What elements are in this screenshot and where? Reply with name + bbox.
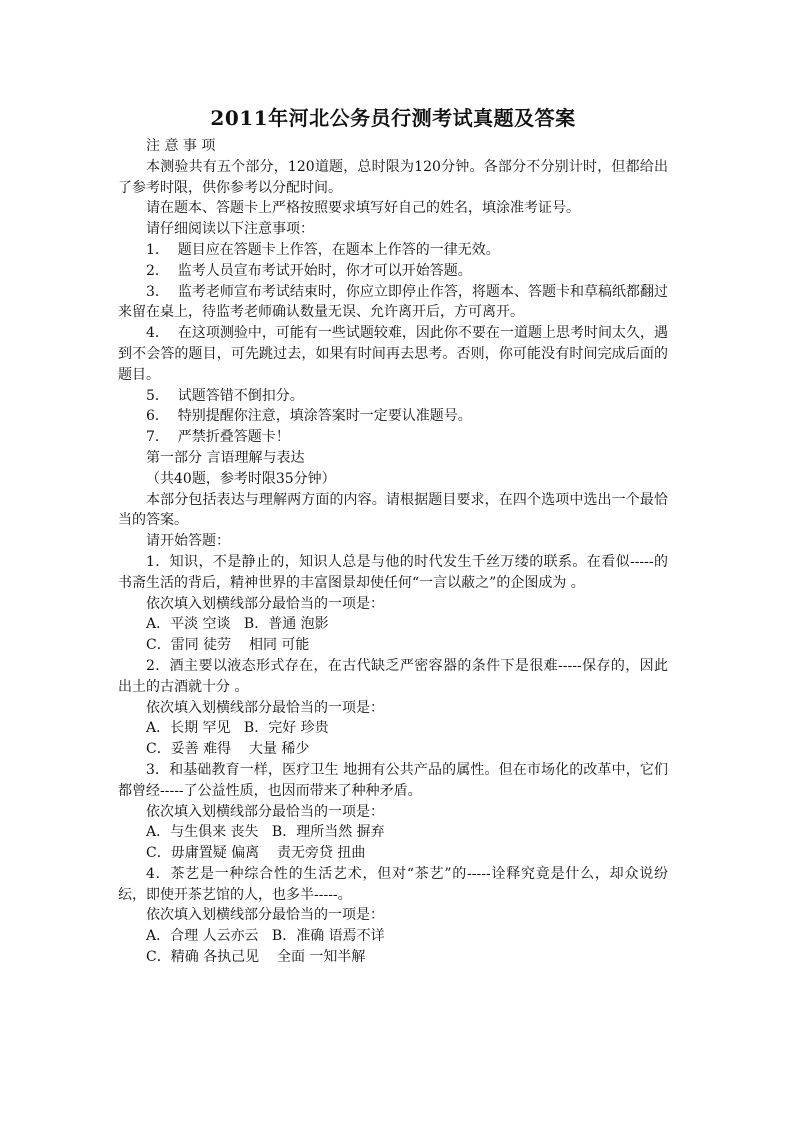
question-stem: 2．酒主要以液态形式存在，在古代缺乏严密容器的条件下是很难-----保存的，因此出土的古酒就十分 。: [118, 657, 668, 695]
question-options: C．精确 各执己见 全面 一知半解: [146, 949, 366, 966]
notice-item: 3． 监考老师宣布考试结束时，你应立即停止作答，将题本、答题卡和草稿纸都翻过来留在桌上，待监考老师确认数量无误、允许离开后，方可离开。: [118, 283, 668, 321]
question-options: C．毋庸置疑 偏离 责无旁贷 扭曲: [146, 845, 366, 862]
question-options: A．长期 罕见 B．完好 珍贵: [146, 720, 329, 737]
section-description: 本部分包括表达与理解两方面的内容。请根据题目要求，在四个选项中选出一个最恰当的答案。: [118, 491, 668, 529]
question-options: A．合理 人云亦云 B．准确 语焉不详: [146, 928, 385, 945]
notice-heading: 注 意 事 项: [146, 138, 216, 154]
instruction-paragraph: 本测验共有五个部分，120道题，总时限为120分钟。各部分不分别计时，但都给出了参考时限，供你参考以分配时间。: [118, 158, 668, 196]
document-title: 2011年河北公务员行测考试真题及答案: [210, 106, 576, 130]
question-stem: 4．茶艺是一种综合性的生活艺术，但对“茶艺”的-----诠释究竟是什么，却众说纷纭，即使开茶艺馆的人，也多半-----。: [118, 865, 668, 903]
instruction-paragraph: 请在题本、答题卡上严格按照要求填写好自己的姓名，填涂准考证号。: [146, 200, 580, 217]
notice-item: 6． 特别提醒你注意，填涂答案时一定要认准题号。: [146, 408, 472, 425]
notice-item: 7． 严禁折叠答题卡！: [146, 429, 290, 446]
question-options: A．与生俱来 丧失 B．理所当然 摒弃: [146, 824, 385, 841]
section-subheading: （共40题，参考时限35分钟）: [146, 470, 336, 487]
question-prompt: 依次填入划横线部分最恰当的一项是：: [146, 907, 384, 924]
start-prompt: 请开始答题：: [146, 533, 230, 550]
instruction-paragraph: 请仔细阅读以下注意事项：: [146, 221, 314, 238]
question-stem: 1．知识，不是静止的，知识人总是与他的时代发生千丝万缕的联系。在看似-----的书斋生活的背后，精神世界的丰富图景却使任何“一言以蔽之”的企图成为 。: [118, 553, 668, 591]
question-prompt: 依次填入划横线部分最恰当的一项是：: [146, 699, 384, 716]
notice-item: 1． 题目应在答题卡上作答，在题本上作答的一律无效。: [146, 241, 500, 258]
question-prompt: 依次填入划横线部分最恰当的一项是：: [146, 803, 384, 820]
question-prompt: 依次填入划横线部分最恰当的一项是：: [146, 595, 384, 612]
notice-item: 4． 在这项测验中，可能有一些试题较难，因此你不要在一道题上思考时间太久，遇到不会答的题目，可先跳过去，如果有时间再去思考。否则，你可能没有时间完成后面的题目。: [118, 325, 668, 383]
document-page: [118, 104, 668, 968]
notice-item: 2． 监考人员宣布考试开始时，你才可以开始答题。: [146, 262, 472, 279]
question-stem: 3．和基础教育一样，医疗卫生 地拥有公共产品的属性。但在市场化的改革中，它们都曾经-----了公益性质，也因而带来了种种矛盾。: [118, 761, 668, 799]
notice-item: 5． 试题答错不倒扣分。: [146, 387, 304, 404]
question-options: A．平淡 空谈 B．普通 泡影: [146, 616, 329, 633]
question-options: C．妥善 难得 大量 稀少: [146, 741, 310, 758]
section-heading: 第一部分 言语理解与表达: [146, 449, 305, 466]
question-options: C．雷同 徒劳 相同 可能: [146, 637, 310, 654]
